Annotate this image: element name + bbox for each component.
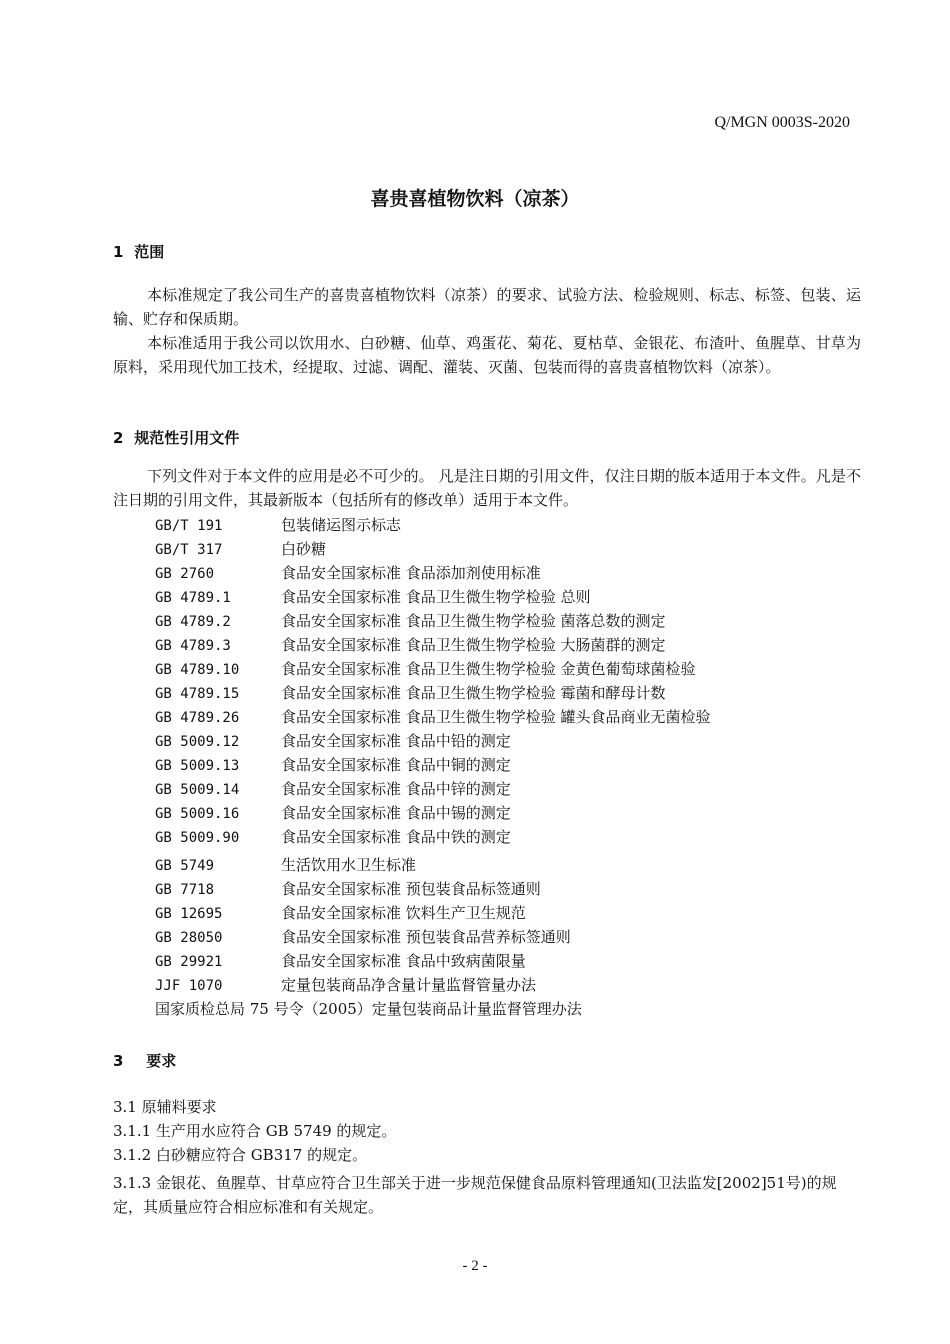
reference-title: 生活饮用水卫生标准 xyxy=(281,856,417,874)
reference-item xyxy=(155,561,865,585)
reference-item xyxy=(155,901,865,925)
reference-code: GB 28050 xyxy=(155,930,223,946)
section-title: 规范性引用文件 xyxy=(134,429,240,447)
reference-title: 包装储运图示标志 xyxy=(281,516,402,534)
reference-code: GB 4789.2 xyxy=(155,614,231,630)
reference-code: GB 5009.14 xyxy=(155,782,240,798)
reference-code: GB 7718 xyxy=(155,882,215,898)
reference-code: GB 4789.1 xyxy=(155,590,231,606)
reference-item xyxy=(155,609,865,633)
reference-title: 食品安全国家标准 食品中致病菌限量 xyxy=(281,952,526,970)
reference-code: GB 5749 xyxy=(155,858,215,874)
reference-item xyxy=(155,585,865,609)
document-title: 喜贵喜植物饮料（凉茶） xyxy=(370,188,580,210)
reference-item xyxy=(155,973,865,997)
references-intro: 下列文件对于本文件的应用是必不可少的。 凡是注日期的引用文件，仅注日期的版本适用于本文件。凡是不注日期的引用文件，其最新版本（包括所有的修改单）适用于本文件。 xyxy=(113,467,861,509)
reference-code: GB 5009.12 xyxy=(155,734,240,750)
reference-title: 食品安全国家标准 食品卫生微生物学检验 大肠菌群的测定 xyxy=(281,636,666,654)
reference-title: 食品安全国家标准 食品卫生微生物学检验 霉菌和酵母计数 xyxy=(281,684,666,702)
reference-code: GB 5009.90 xyxy=(155,830,240,846)
reference-item xyxy=(155,925,865,949)
standard-number: Q/MGN 0003S-2020 xyxy=(714,114,850,131)
reference-code: JJF 1070 xyxy=(155,978,223,994)
section-title: 范围 xyxy=(134,243,165,261)
reference-item xyxy=(155,513,865,537)
reference-item xyxy=(155,705,865,729)
section-number: 2 xyxy=(113,429,124,447)
reference-item-regulation: 国家质检总局 75 号令（2005）定量包装商品计量监督管理办法 xyxy=(155,1000,582,1018)
reference-title: 食品安全国家标准 饮料生产卫生规范 xyxy=(281,904,526,922)
section-3-heading xyxy=(113,1050,176,1071)
reference-title: 食品安全国家标准 食品中铅的测定 xyxy=(281,732,511,750)
reference-item xyxy=(155,657,865,681)
requirement-3-1-1: 3.1.1 生产用水应符合 GB 5749 的规定。 xyxy=(113,1122,397,1140)
section-1-heading xyxy=(113,241,164,262)
reference-title: 食品安全国家标准 食品卫生微生物学检验 总则 xyxy=(281,588,591,606)
reference-title: 食品安全国家标准 食品中铜的测定 xyxy=(281,756,511,774)
reference-list xyxy=(155,513,865,1021)
reference-title: 定量包装商品净含量计量监督管量办法 xyxy=(281,976,537,994)
reference-title: 食品安全国家标准 食品卫生微生物学检验 菌落总数的测定 xyxy=(281,612,666,630)
reference-item xyxy=(155,753,865,777)
reference-item xyxy=(155,801,865,825)
reference-item xyxy=(155,777,865,801)
reference-code: GB 4789.15 xyxy=(155,686,240,702)
reference-item xyxy=(155,537,865,561)
requirement-3-1-2: 3.1.2 白砂糖应符合 GB317 的规定。 xyxy=(113,1146,368,1164)
reference-title: 食品安全国家标准 食品中铁的测定 xyxy=(281,828,511,846)
section-title: 要求 xyxy=(146,1052,177,1070)
reference-code: GB 4789.3 xyxy=(155,638,231,654)
section-2-heading xyxy=(113,427,239,448)
reference-code: GB 12695 xyxy=(155,906,223,922)
reference-item xyxy=(155,681,865,705)
reference-title: 白砂糖 xyxy=(281,540,327,558)
reference-item xyxy=(155,853,865,877)
reference-title: 食品安全国家标准 食品卫生微生物学检验 罐头食品商业无菌检验 xyxy=(281,708,711,726)
reference-item xyxy=(155,949,865,973)
reference-title: 食品安全国家标准 预包装食品标签通则 xyxy=(281,880,541,898)
scope-paragraph-1: 本标准规定了我公司生产的喜贵喜植物饮料（凉茶）的要求、试验方法、检验规则、标志、标签、包装、运输、贮存和保质期。 xyxy=(113,286,861,328)
reference-item xyxy=(155,877,865,901)
reference-code: GB 29921 xyxy=(155,954,223,970)
reference-title: 食品安全国家标准 食品添加剂使用标准 xyxy=(281,564,541,582)
reference-code: GB 2760 xyxy=(155,566,215,582)
reference-code: GB/T 317 xyxy=(155,542,223,558)
requirement-3-1-3: 3.1.3 金银花、鱼腥草、甘草应符合卫生部关于进一步规范保健食品原料管理通知(卫法监发[2002]51号)的规定，其质量应符合相应标准和有关规定。 xyxy=(113,1174,837,1216)
requirement-3-1: 3.1 原辅料要求 xyxy=(113,1098,217,1116)
reference-title: 食品安全国家标准 预包装食品营养标签通则 xyxy=(281,928,571,946)
reference-code: GB 5009.16 xyxy=(155,806,240,822)
section-number: 1 xyxy=(113,243,124,261)
reference-item xyxy=(155,729,865,753)
page-number: - 2 - xyxy=(462,1258,488,1274)
reference-title: 食品安全国家标准 食品卫生微生物学检验 金黄色葡萄球菌检验 xyxy=(281,660,696,678)
reference-title: 食品安全国家标准 食品中锌的测定 xyxy=(281,780,511,798)
reference-item xyxy=(155,633,865,657)
scope-paragraph-2: 本标准适用于我公司以饮用水、白砂糖、仙草、鸡蛋花、菊花、夏枯草、金银花、布渣叶、鱼腥草、甘草为原料，采用现代加工技术，经提取、过滤、调配、灌装、灭菌、包装而得的喜贵喜植物饮料（凉茶）。 xyxy=(113,334,861,376)
reference-code: GB 4789.26 xyxy=(155,710,240,726)
reference-code: GB 5009.13 xyxy=(155,758,240,774)
section-number: 3 xyxy=(113,1052,124,1070)
reference-code: GB 4789.10 xyxy=(155,662,240,678)
reference-title: 食品安全国家标准 食品中锡的测定 xyxy=(281,804,511,822)
reference-code: GB/T 191 xyxy=(155,518,223,534)
reference-item xyxy=(155,825,865,849)
